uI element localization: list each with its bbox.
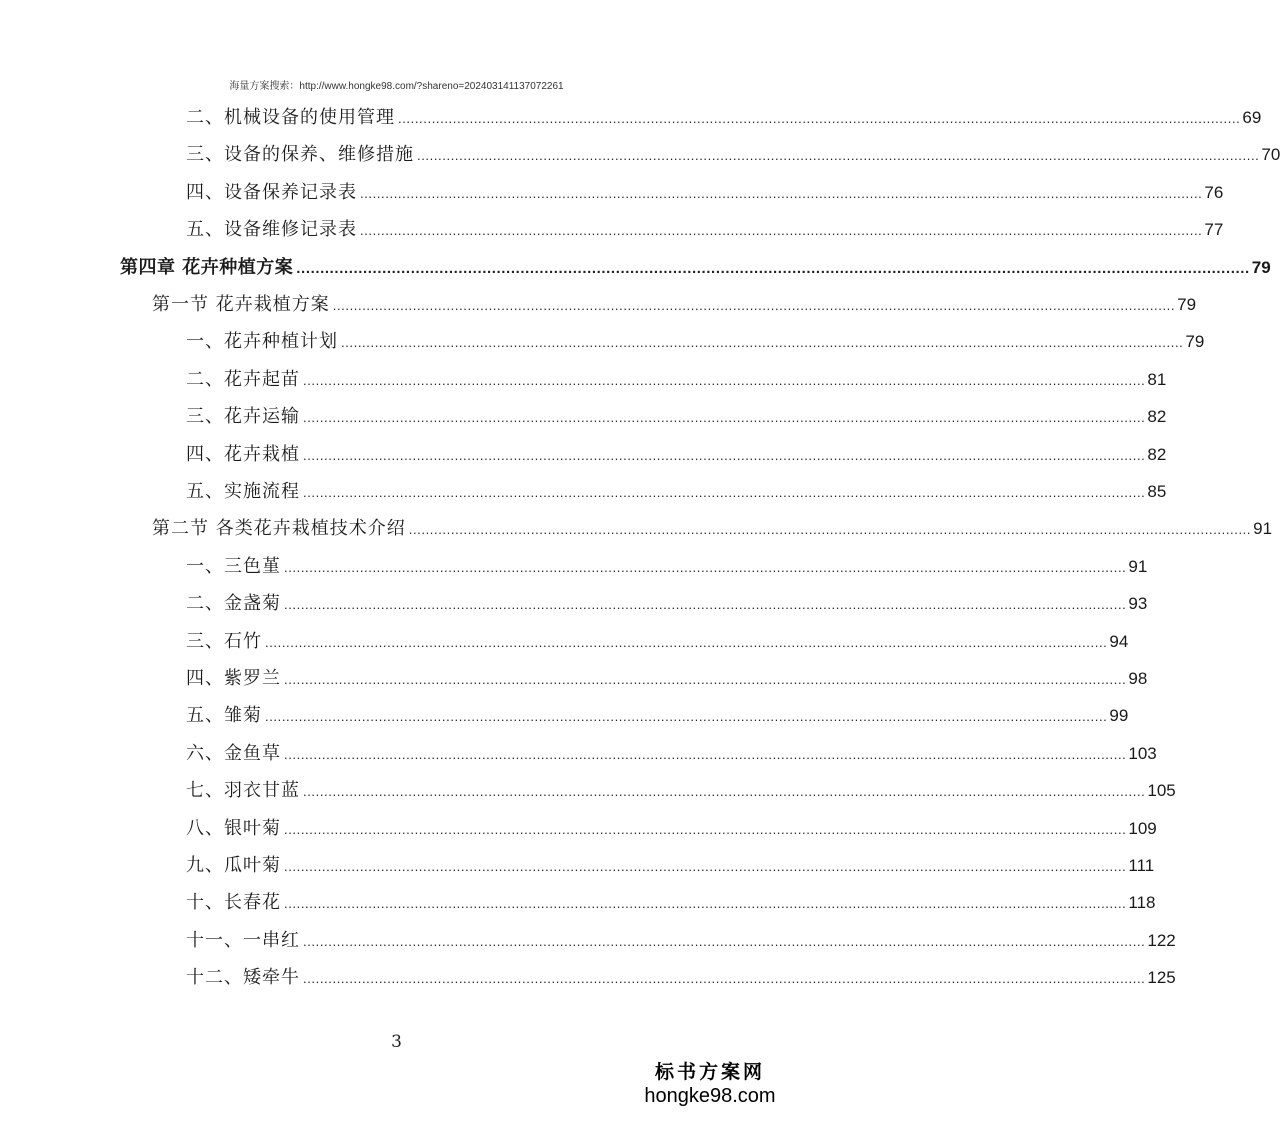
toc-entry-page-number: 79 xyxy=(1185,332,1205,352)
toc-entry-item[interactable] xyxy=(186,851,1155,881)
toc-dot-leader: ........................................................................................................................................................................................................ xyxy=(408,522,1252,538)
toc-dot-leader: ........................................................................................................................................................................................................ xyxy=(303,485,1146,500)
toc-entry-page-number: 70 xyxy=(1261,145,1280,165)
toc-entry-item[interactable] xyxy=(186,814,1157,844)
toc-entry-item[interactable] xyxy=(186,178,1224,208)
toc-entry-item[interactable] xyxy=(186,589,1148,619)
toc-entry-item[interactable] xyxy=(186,140,1280,170)
toc-entry-item[interactable] xyxy=(186,627,1129,657)
toc-dot-leader: ........................................................................................................................................................................................................ xyxy=(284,896,1127,912)
toc-entry-title: 十、长春花 xyxy=(186,892,281,914)
toc-entry-title: 五、实施流程 xyxy=(186,481,300,502)
toc-dot-leader: ........................................................................................................................................................................................................ xyxy=(265,634,1108,650)
toc-entry-section[interactable] xyxy=(152,290,1197,320)
toc-entry-title: 一、三色堇 xyxy=(186,555,281,577)
toc-entry-item[interactable] xyxy=(186,701,1129,731)
site-watermark-logo xyxy=(635,1063,785,1107)
toc-entry-title: 七、羽衣甘蓝 xyxy=(186,780,300,802)
toc-entry-page-number: 82 xyxy=(1147,407,1167,427)
watermark-domain-text: hongke98.com xyxy=(644,1084,776,1107)
toc-entry-page-number: 94 xyxy=(1109,631,1129,651)
toc-entry-title: 三、花卉运输 xyxy=(186,406,300,428)
toc-dot-leader: ........................................................................................................................................................................................................ xyxy=(296,259,1250,277)
toc-dot-leader: ........................................................................................................................................................................................................ xyxy=(398,111,1241,126)
toc-dot-leader: ........................................................................................................................................................................................................ xyxy=(341,335,1184,351)
toc-dot-leader: ........................................................................................................................................................................................................ xyxy=(303,933,1146,949)
toc-entry-chapter[interactable] xyxy=(120,253,1271,283)
toc-entry-page-number: 82 xyxy=(1147,444,1167,464)
toc-entry-item[interactable] xyxy=(186,926,1176,956)
toc-entry-page-number: 125 xyxy=(1147,968,1176,988)
toc-entry-item[interactable] xyxy=(186,327,1205,357)
toc-entry-page-number: 91 xyxy=(1128,556,1148,576)
toc-entry-item[interactable] xyxy=(186,888,1156,918)
toc-entry-title: 二、金盏菊 xyxy=(186,593,281,615)
toc-entry-page-number: 105 xyxy=(1147,781,1176,801)
toc-dot-leader: ........................................................................................................................................................................................................ xyxy=(303,410,1146,426)
page-number: 3 xyxy=(391,1032,402,1052)
toc-entry-item[interactable] xyxy=(186,963,1176,993)
toc-entry-title: 一、花卉种植计划 xyxy=(186,331,338,353)
toc-entry-title: 十一、一串红 xyxy=(186,929,300,951)
toc-dot-leader: ........................................................................................................................................................................................................ xyxy=(360,223,1203,239)
toc-entry-page-number: 109 xyxy=(1128,818,1157,838)
toc-dot-leader: ........................................................................................................................................................................................................ xyxy=(303,447,1146,463)
toc-entry-title: 二、花卉起苗 xyxy=(186,368,300,390)
toc-entry-item[interactable] xyxy=(186,664,1148,694)
toc-entry-item[interactable] xyxy=(186,365,1167,395)
toc-dot-leader: ........................................................................................................................................................................................................ xyxy=(360,185,1203,201)
toc-entry-page-number: 122 xyxy=(1147,930,1176,950)
toc-entry-page-number: 111 xyxy=(1128,856,1155,875)
toc-entry-title: 十二、矮牵牛 xyxy=(186,967,300,989)
toc-entry-title: 八、银叶菊 xyxy=(186,817,281,839)
toc-entry-title: 二、机械设备的使用管理 xyxy=(186,107,395,128)
toc-entry-page-number: 103 xyxy=(1128,743,1157,763)
toc-entry-item[interactable] xyxy=(186,402,1167,432)
toc-entry-title: 四、紫罗兰 xyxy=(186,668,281,689)
toc-entry-page-number: 77 xyxy=(1204,220,1224,240)
toc-entry-page-number: 98 xyxy=(1128,669,1148,688)
toc-entry-page-number: 76 xyxy=(1204,182,1224,202)
toc-entry-page-number: 79 xyxy=(1251,257,1271,277)
toc-entry-title: 六、金鱼草 xyxy=(186,742,281,764)
toc-entry-page-number: 69 xyxy=(1242,108,1262,127)
toc-dot-leader: ........................................................................................................................................................................................................ xyxy=(332,298,1176,313)
toc-entry-page-number: 81 xyxy=(1147,369,1167,389)
toc-entry-title: 九、瓜叶菊 xyxy=(186,855,281,876)
toc-entry-title: 四、花卉栽植 xyxy=(186,443,300,465)
toc-entry-page-number: 93 xyxy=(1128,594,1148,614)
watermark-chinese-text: 标书方案网 xyxy=(654,1061,765,1083)
header-search-note: 海量方案搜索：http://www.hongke98.com/?shareno=20240314113707226​1 xyxy=(229,81,564,92)
toc-entry-page-number: 91 xyxy=(1253,519,1273,539)
toc-entry-item[interactable] xyxy=(186,739,1157,769)
toc-entry-title: 三、设备的保养、维修措施 xyxy=(186,144,414,166)
toc-entry-title: 第一节 花卉栽植方案 xyxy=(152,294,330,315)
toc-dot-leader: ........................................................................................................................................................................................................ xyxy=(284,821,1127,837)
toc-dot-leader: ........................................................................................................................................................................................................ xyxy=(284,559,1127,575)
toc-entry-title: 五、雏菊 xyxy=(186,705,262,727)
toc-dot-leader: ........................................................................................................................................................................................................ xyxy=(284,597,1127,613)
toc-entry-title: 第二节 各类花卉栽植技术介绍 xyxy=(152,518,406,540)
toc-dot-leader: ........................................................................................................................................................................................................ xyxy=(284,859,1127,874)
toc-entry-item[interactable] xyxy=(186,440,1167,470)
toc-entry-title: 第四章 花卉种植方案 xyxy=(120,256,294,278)
toc-entry-page-number: 85 xyxy=(1147,482,1167,501)
toc-entry-item[interactable] xyxy=(186,776,1176,806)
toc-dot-leader: ........................................................................................................................................................................................................ xyxy=(417,148,1260,164)
toc-entry-title: 四、设备保养记录表 xyxy=(186,181,357,203)
toc-entry-title: 五、设备维修记录表 xyxy=(186,219,357,241)
toc-entry-item[interactable] xyxy=(186,215,1224,245)
toc-entry-item[interactable] xyxy=(186,552,1148,582)
toc-entry-page-number: 79 xyxy=(1177,295,1197,314)
toc-dot-leader: ........................................................................................................................................................................................................ xyxy=(265,709,1108,725)
toc-entry-page-number: 99 xyxy=(1109,706,1129,726)
toc-entry-item[interactable] xyxy=(186,477,1167,507)
toc-entry-item[interactable] xyxy=(186,103,1262,133)
toc-entry-title: 三、石竹 xyxy=(186,630,262,652)
toc-dot-leader: ........................................................................................................................................................................................................ xyxy=(303,784,1146,800)
toc-dot-leader: ........................................................................................................................................................................................................ xyxy=(303,971,1146,987)
toc-dot-leader: ........................................................................................................................................................................................................ xyxy=(284,746,1127,762)
toc-dot-leader: ........................................................................................................................................................................................................ xyxy=(284,672,1127,687)
toc-dot-leader: ........................................................................................................................................................................................................ xyxy=(303,372,1146,388)
toc-entry-section[interactable] xyxy=(152,514,1273,544)
toc-entry-page-number: 118 xyxy=(1128,893,1156,913)
